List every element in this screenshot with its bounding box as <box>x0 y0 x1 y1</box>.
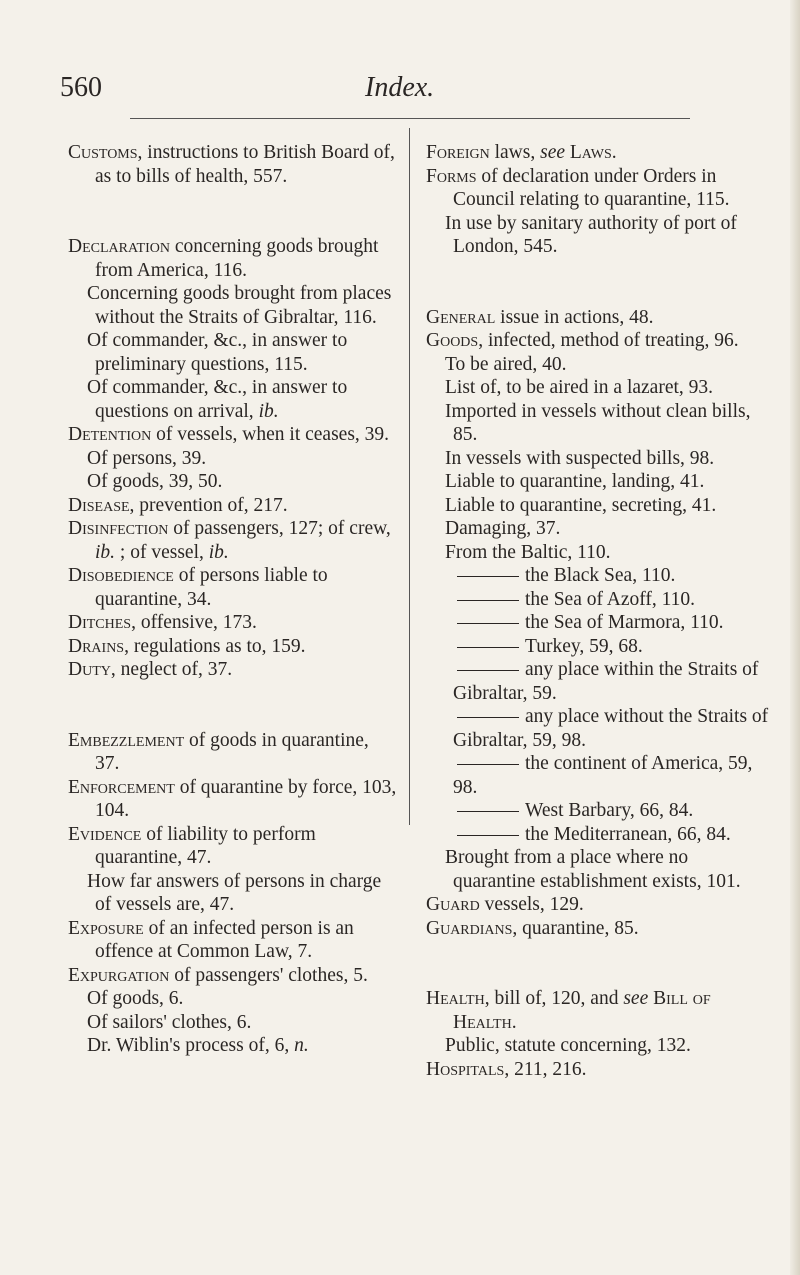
entry-text: of quarantine by force, 103, 104. <box>95 776 397 821</box>
entry-text: ; of vessel, <box>115 541 209 563</box>
entry-text: In use by sanitary authority of port of London, 545. <box>445 212 737 257</box>
entry-heading: Customs <box>68 142 138 163</box>
entry-text: any place without the Straits of Gibraltar, 59, 98. <box>453 706 769 751</box>
entry-text: , regulations as to, 159. <box>124 635 306 657</box>
entry-gap <box>68 188 398 235</box>
index-subentry <box>426 799 772 823</box>
entry-gap <box>68 682 398 729</box>
index-subentry <box>426 541 772 565</box>
entry-heading: Guard <box>426 894 480 915</box>
entry-text: Of sailors' clothes, 6. <box>87 1011 252 1033</box>
entry-heading: Ditches <box>68 612 132 633</box>
index-subentry <box>68 470 398 494</box>
index-subentry <box>68 329 398 376</box>
entry-text: the Black Sea, 110. <box>525 565 676 586</box>
entry-text: laws, <box>489 142 541 163</box>
index-entry <box>68 658 398 682</box>
index-entry <box>68 494 398 518</box>
entry-heading: Drains <box>68 635 125 657</box>
entry-text: of passengers, 127; of crew, <box>168 518 391 539</box>
entry-italic: see <box>623 988 649 1009</box>
index-entry <box>68 517 398 564</box>
entry-text: , quarantine, 85. <box>512 917 639 939</box>
entry-heading: Goods <box>426 330 479 351</box>
entry-italic: see <box>540 142 566 163</box>
ditto-dash <box>457 811 519 812</box>
ditto-dash <box>457 764 519 765</box>
entry-text: List of, to be aired in a lazaret, 93. <box>445 377 714 398</box>
ditto-dash <box>457 576 519 577</box>
column-divider <box>409 128 410 825</box>
entry-crossref: Laws <box>569 142 612 163</box>
ditto-dash <box>457 835 519 836</box>
index-entry <box>426 165 772 212</box>
entry-text: To be aired, 40. <box>445 353 567 375</box>
entry-italic: ib. <box>95 541 116 563</box>
index-subentry <box>426 564 772 588</box>
entry-italic: ib. <box>208 541 229 563</box>
header-rule <box>130 118 690 119</box>
entry-text: From the Baltic, 110. <box>445 541 611 563</box>
entry-heading: Disease <box>68 494 130 516</box>
entry-text: . <box>511 1011 517 1033</box>
index-subentry <box>68 282 398 329</box>
entry-text: Damaging, 37. <box>445 518 561 539</box>
entry-heading: Enforcement <box>68 776 175 798</box>
index-entry <box>426 987 772 1034</box>
entry-gap <box>426 940 772 987</box>
index-subentry <box>426 635 772 659</box>
entry-text: Turkey, 59, 68. <box>525 635 643 657</box>
index-subentry <box>426 823 772 847</box>
entry-text: of declaration under Orders in Council relating to quarantine, 115. <box>453 165 730 210</box>
entry-text: vessels, 129. <box>479 894 584 915</box>
index-entry <box>68 423 398 447</box>
index-entry <box>426 329 772 353</box>
entry-text: Imported in vessels without clean bills, 85. <box>445 400 751 445</box>
index-entry <box>68 141 398 188</box>
index-subentry <box>426 588 772 612</box>
index-entry <box>68 964 398 988</box>
index-subentry <box>426 447 772 471</box>
entry-text: the continent of America, 59, 98. <box>453 753 753 798</box>
index-subentry <box>68 1034 398 1058</box>
entry-text: Liable to quarantine, landing, 41. <box>445 471 705 492</box>
entry-text: of vessels, when it ceases, 39. <box>151 424 390 445</box>
entry-text: , bill of, 120, and <box>484 988 624 1009</box>
entry-text: any place within the Straits of Gibraltar, 59. <box>453 659 759 704</box>
entry-text: Liable to quarantine, secreting, 41. <box>445 494 717 516</box>
entry-heading: Foreign <box>426 142 490 163</box>
entry-text: the Mediterranean, 66, 84. <box>525 823 731 845</box>
entry-text: of liability to perform quarantine, 47. <box>95 823 316 868</box>
index-subentry <box>426 353 772 377</box>
index-subentry <box>426 1034 772 1058</box>
entry-text: of an infected person is an offence at Common Law, 7. <box>95 917 354 962</box>
entry-heading: Hospitals <box>426 1058 505 1080</box>
index-subentry <box>68 447 398 471</box>
entry-text: Of commander, &c., in answer to preliminary questions, 115. <box>87 330 348 375</box>
page-edge <box>790 0 800 1275</box>
entry-text: the Sea of Marmora, 110. <box>525 612 724 633</box>
entry-heading: Health <box>426 988 485 1009</box>
entry-heading: Detention <box>68 424 152 445</box>
entry-heading: Embezzlement <box>68 729 185 751</box>
index-subentry <box>426 470 772 494</box>
entry-text: Of persons, 39. <box>87 447 207 469</box>
index-subentry <box>426 376 772 400</box>
ditto-dash <box>457 623 519 624</box>
ditto-dash <box>457 670 519 671</box>
entry-text: the Sea of Azoff, 110. <box>525 588 696 610</box>
entry-heading: Declaration <box>68 236 170 257</box>
entry-text: , neglect of, 37. <box>110 659 233 680</box>
entry-heading: Duty <box>68 659 111 680</box>
ditto-dash <box>457 600 519 601</box>
index-subentry <box>426 400 772 447</box>
index-subentry <box>426 494 772 518</box>
index-entry <box>68 235 398 282</box>
entry-text: How far answers of persons in charge of vessels are, 47. <box>87 870 382 915</box>
entry-text: of passengers' clothes, 5. <box>169 964 368 986</box>
entry-italic: ib. <box>258 400 279 422</box>
index-entry <box>68 729 398 776</box>
entry-text: , instructions to British Board of, as to bills of health, 557. <box>95 142 395 187</box>
entry-text: Of goods, 6. <box>87 988 184 1009</box>
entry-text: Public, statute concerning, 132. <box>445 1035 691 1056</box>
index-subentry <box>68 987 398 1011</box>
entry-heading: General <box>426 306 496 328</box>
index-subentry <box>426 705 772 752</box>
entry-text: , offensive, 173. <box>131 612 257 633</box>
entry-text: issue in actions, 48. <box>495 306 654 328</box>
index-subentry <box>426 752 772 799</box>
page-header <box>60 72 740 112</box>
entry-text: . <box>611 142 617 163</box>
index-entry <box>68 564 398 611</box>
page-number: 560 <box>60 72 102 103</box>
entry-text: of goods in quarantine, 37. <box>95 729 369 774</box>
entry-gap <box>426 259 772 306</box>
entry-heading: Disinfection <box>68 518 169 539</box>
entry-text: , prevention of, 217. <box>129 494 288 516</box>
entry-text: , infected, method of treating, 96. <box>478 330 739 351</box>
index-entry <box>68 611 398 635</box>
index-entry <box>426 893 772 917</box>
index-entry <box>426 917 772 941</box>
index-entry <box>426 306 772 330</box>
index-entry <box>68 635 398 659</box>
entry-heading: Forms <box>426 165 477 187</box>
entry-heading: Disobedience <box>68 565 174 586</box>
entry-italic: n. <box>294 1035 309 1056</box>
index-subentry <box>426 611 772 635</box>
index-subentry <box>426 212 772 259</box>
index-subentry <box>68 870 398 917</box>
index-entry <box>426 1058 772 1082</box>
entry-text: West Barbary, 66, 84. <box>525 800 694 821</box>
index-subentry <box>426 658 772 705</box>
entry-text: Of goods, 39, 50. <box>87 471 223 492</box>
entry-heading: Exposure <box>68 917 144 939</box>
entry-text: concerning goods brought from America, 116. <box>95 236 379 281</box>
entry-heading: Guardians <box>426 917 513 939</box>
entry-heading: Evidence <box>68 823 142 845</box>
running-title: Index. <box>365 72 435 103</box>
index-entry <box>68 776 398 823</box>
entry-heading: Expurgation <box>68 964 170 986</box>
index-subentry <box>426 846 772 893</box>
entry-crossref: Bill of Health <box>453 988 711 1033</box>
right-column <box>426 141 772 1081</box>
index-subentry <box>68 376 398 423</box>
entry-text: Dr. Wiblin's process of, 6, <box>87 1035 295 1056</box>
left-column <box>68 141 398 1058</box>
ditto-dash <box>457 717 519 718</box>
index-entry <box>426 141 772 165</box>
entry-text: In vessels with suspected bills, 98. <box>445 447 715 469</box>
index-entry <box>68 823 398 870</box>
entry-text: Concerning goods brought from places without the Straits of Gibraltar, 116. <box>87 283 392 328</box>
entry-text: Of commander, &c., in answer to questions on arrival, <box>87 377 348 422</box>
entry-text: Brought from a place where no quarantine establishment exists, 101. <box>445 847 741 892</box>
entry-text: of persons liable to quarantine, 34. <box>95 565 328 610</box>
entry-text: , 211, 216. <box>504 1058 587 1080</box>
index-entry <box>68 917 398 964</box>
index-subentry <box>68 1011 398 1035</box>
index-subentry <box>426 517 772 541</box>
ditto-dash <box>457 647 519 648</box>
